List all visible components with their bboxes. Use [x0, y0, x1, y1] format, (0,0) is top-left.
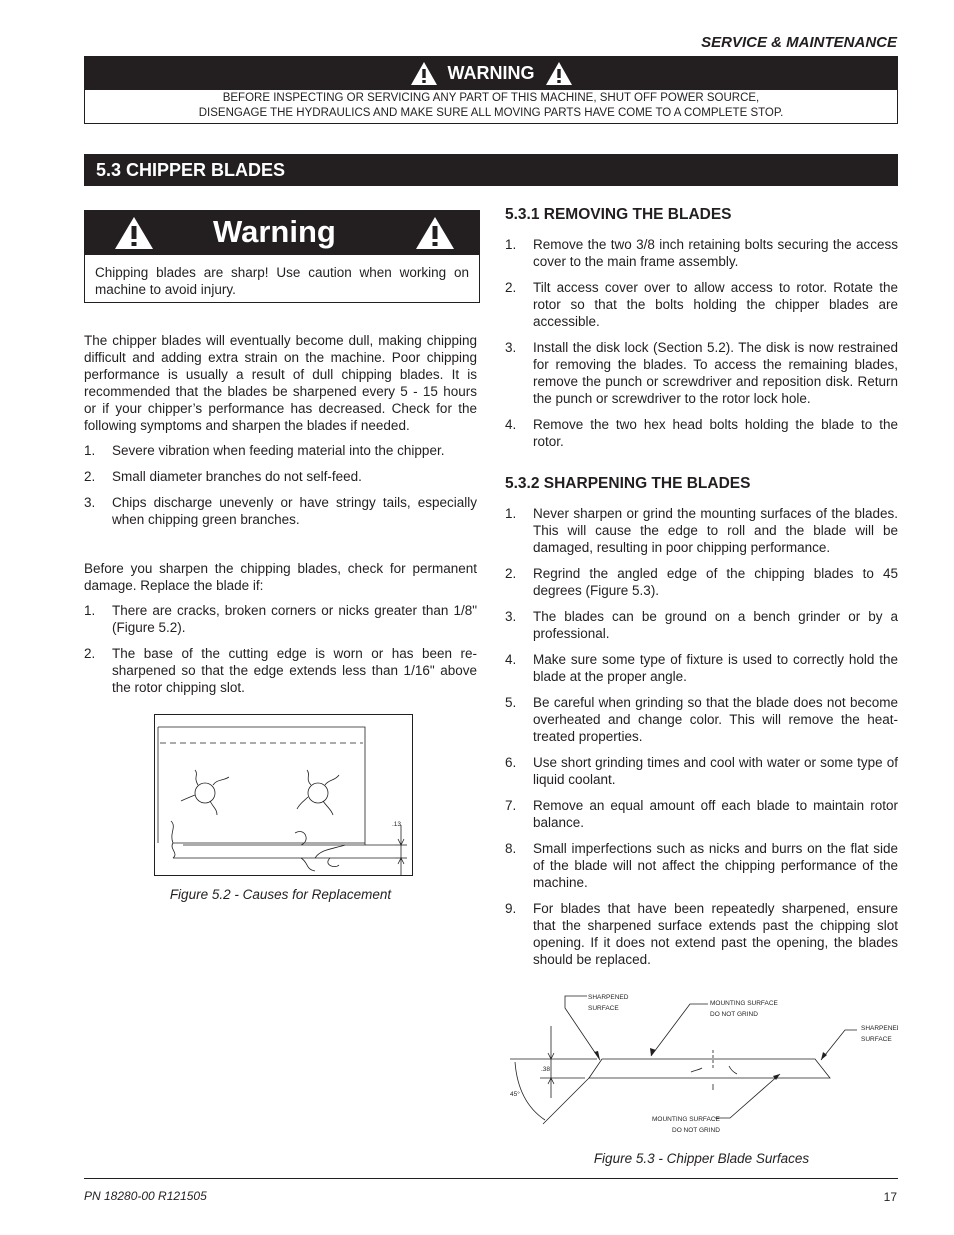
list-item — [505, 651, 898, 685]
warning-triangle-icon — [114, 216, 154, 250]
list-number: 1. — [84, 443, 96, 458]
list-text: The blades can be ground on a bench grinder or by a professional. — [533, 609, 898, 641]
blade-warning-bar — [85, 211, 479, 255]
list-item — [505, 339, 898, 407]
top-warning-line-1: BEFORE INSPECTING OR SERVICING ANY PART OF THIS MACHINE, SHUT OFF POWER SOURCE, — [222, 92, 760, 104]
blade-warning-label: Warning — [213, 214, 336, 249]
list-item — [84, 442, 477, 459]
list-item — [84, 468, 477, 485]
list-item — [505, 840, 898, 891]
intro-paragraph: The chipper blades will eventually become dull, making chipping difficult and adding extra strain on the machine. Poor chipping performance is usually a result of dull chipping blades. It is recommended that the blades be sharpened every 5 - 15 hours or if your chipper’s performance has decreased. Check for the following symptoms and sharpen the blades if needed. — [84, 333, 477, 433]
list-text: Make sure some type of fixture is used to correctly hold the blade at the proper angle. — [533, 652, 898, 684]
blade-warning-box — [84, 210, 480, 303]
warning-triangle-icon — [415, 216, 455, 250]
list-text: Chips discharge unevenly or have stringy tails, especially when chipping green branches. — [112, 495, 477, 527]
blade-warning-text: Chipping blades are sharp! Use caution when working on machine to avoid injury. — [95, 265, 469, 297]
label-mounting-top-1: MOUNTING SURFACE — [710, 1000, 778, 1007]
label-angle: 45° — [510, 1091, 520, 1098]
list-text: Small imperfections such as nicks and burrs on the flat side of the blade will not affect the chipping performance of the machine. — [533, 841, 898, 890]
top-warning-text — [85, 90, 897, 121]
list-text: Be careful when grinding so that the blade does not become overheated and change color. This will remove the heat-treated properties. — [533, 695, 898, 744]
list-text: For blades that have been repeatedly sharpened, ensure that the sharpened surface extends past the chipping slot opening. If it does not extend past the opening, the blades should be replaced. — [533, 901, 898, 967]
list-number: 8. — [505, 841, 517, 856]
list-text: Severe vibration when feeding material into the chipper. — [112, 443, 445, 458]
warning-triangle-icon — [545, 61, 573, 86]
removing-steps — [505, 236, 898, 450]
list-item — [505, 694, 898, 745]
list-item — [505, 279, 898, 330]
label-mounting-bottom-1: MOUNTING SURFACE — [652, 1116, 720, 1123]
list-text: Small diameter branches do not self-feed. — [112, 469, 362, 484]
blade-damage-drawing — [155, 715, 414, 877]
figure-5-2 — [154, 714, 413, 876]
list-number: 4. — [505, 652, 517, 667]
figure-5-3 — [505, 988, 898, 1136]
list-item — [505, 565, 898, 599]
symptom-list — [84, 442, 477, 528]
top-warning-line-2: DISENGAGE THE HYDRAULICS AND MAKE SURE ALL MOVING PARTS HAVE COME TO A COMPLETE STOP. — [198, 107, 784, 119]
list-item — [505, 900, 898, 968]
list-number: 6. — [505, 755, 517, 770]
label-sharpened-left-1: SHARPENED — [588, 994, 629, 1001]
list-item — [84, 494, 477, 528]
label-sharpened-right-2: SURFACE — [861, 1036, 892, 1043]
label-sharpened-right-1: SHARPENED — [861, 1025, 898, 1032]
list-text: There are cracks, broken corners or nicks greater than 1/8" (Figure 5.2). — [112, 603, 477, 635]
top-warning-bar — [85, 57, 897, 90]
removing-heading: 5.3.1 REMOVING THE BLADES — [505, 206, 732, 223]
list-number: 3. — [505, 609, 517, 624]
left-column — [84, 332, 477, 705]
top-warning-box — [84, 56, 898, 124]
footer-page-number: 17 — [883, 1190, 897, 1204]
list-text: Never sharpen or grind the mounting surfaces of the blades. This will cause the edge to roll and the blade will be damaged, resulting in poor chipping performance. — [533, 506, 898, 555]
list-text: Install the disk lock (Section 5.2). The disk is now restrained for removing the blades. To access the remaining blades, remove the punch or screwdriver and reposition disk. Return the punch or screwdriver to the rotor lock hole. — [533, 340, 898, 406]
list-number: 1. — [505, 237, 517, 252]
footer-divider — [84, 1178, 898, 1179]
section-heading: 5.3 CHIPPER BLADES — [84, 154, 898, 186]
list-item — [505, 797, 898, 831]
list-item — [505, 236, 898, 270]
blade-surfaces-drawing — [505, 988, 898, 1136]
damage-paragraph: Before you sharpen the chipping blades, check for permanent damage. Replace the blade if: — [84, 561, 477, 593]
list-text: The base of the cutting edge is worn or has been re-sharpened so that the edge extends less than 1/16" above the rotor chipping slot. — [112, 646, 477, 695]
sharpening-heading: 5.3.2 SHARPENING THE BLADES — [505, 475, 751, 492]
label-sharpened-left-2: SURFACE — [588, 1005, 619, 1012]
list-item — [505, 754, 898, 788]
warning-triangle-icon — [410, 61, 438, 86]
list-item — [84, 602, 477, 636]
figure-5-3-caption: Figure 5.3 - Chipper Blade Surfaces — [593, 1151, 810, 1166]
list-number: 1. — [505, 506, 517, 521]
list-text: Use short grinding times and cool with water or some type of liquid coolant. — [533, 755, 898, 787]
list-number: 1. — [84, 603, 96, 618]
top-warning-label: WARNING — [447, 63, 535, 83]
right-column — [505, 206, 898, 977]
sharpening-steps — [505, 505, 898, 968]
footer-part-number: PN 18280-00 R121505 — [84, 1189, 207, 1203]
figure-5-2-dimension: .13 — [392, 821, 402, 828]
list-number: 9. — [505, 901, 517, 916]
list-number: 4. — [505, 417, 517, 432]
list-text: Remove an equal amount off each blade to maintain rotor balance. — [533, 798, 898, 830]
list-text: Regrind the angled edge of the chipping blades to 45 degrees (Figure 5.3). — [533, 566, 898, 598]
label-mounting-bottom-2: DO NOT GRIND — [672, 1127, 720, 1134]
list-number: 2. — [505, 280, 517, 295]
list-text: Tilt access cover over to allow access to rotor. Rotate the rotor so that the bolts holding the chipper blades are accessible. — [533, 280, 898, 329]
label-dimension: .38 — [541, 1066, 551, 1073]
list-number: 2. — [505, 566, 517, 581]
damage-list — [84, 602, 477, 696]
list-number: 3. — [84, 495, 96, 510]
list-number: 7. — [505, 798, 517, 813]
list-item — [505, 505, 898, 556]
list-text: Remove the two hex head bolts holding the blade to the rotor. — [533, 417, 898, 449]
list-item — [84, 645, 477, 696]
list-number: 3. — [505, 340, 517, 355]
figure-5-2-caption: Figure 5.2 - Causes for Replacement — [169, 887, 392, 902]
list-number: 2. — [84, 469, 96, 484]
label-mounting-top-2: DO NOT GRIND — [710, 1011, 758, 1018]
list-item — [505, 608, 898, 642]
list-number: 2. — [84, 646, 96, 661]
list-item — [505, 416, 898, 450]
list-text: Remove the two 3/8 inch retaining bolts securing the access cover to the main frame assembly. — [533, 237, 898, 269]
list-number: 5. — [505, 695, 517, 710]
header-section-title: SERVICE & MAINTENANCE — [701, 34, 897, 51]
